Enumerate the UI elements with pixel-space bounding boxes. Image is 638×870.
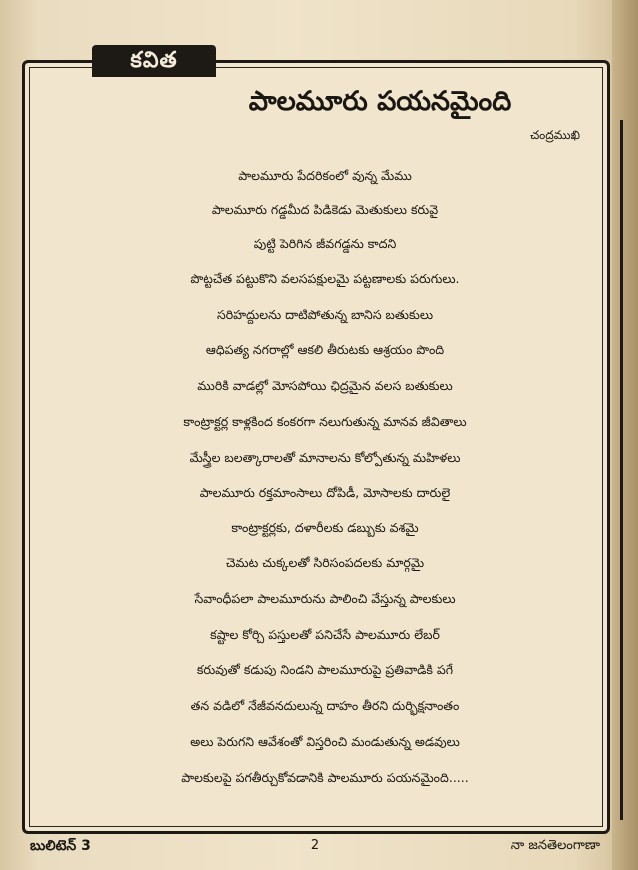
poem-line: కాంట్రాక్టర్లకు, దళారీలకు డబ్బుకు వశమై xyxy=(231,520,419,535)
page-number: 2 xyxy=(310,838,320,853)
poem-line: చెమట చుక్కలతో సిరిసంపదలకు మార్గమై xyxy=(225,555,425,570)
publication-name: నా జనతెలంగాణా xyxy=(510,838,600,853)
poem-line: సేవాంధీపలా పాలమూరును పాలించి వేస్తున్న పాలకులు xyxy=(194,591,456,606)
author-name: చంద్రముఖి xyxy=(530,128,580,142)
poem-line: మురికి వాడల్లో మోసపోయి ఛిద్రమైన వలస బతుకులు xyxy=(197,378,453,393)
poem-line: తన వడిలో నేజీవనదులున్న దాహం తీరని దుర్భిక్షనాంతం xyxy=(190,698,460,713)
poem-line: అలు పెరుగని ఆవేశంతో విస్తరించి మండుతున్న అడవులు xyxy=(190,734,460,749)
poem-line: సరిహద్దులను దాటిపోతున్న బానిస బతుకులు xyxy=(216,307,434,322)
page-fold xyxy=(612,0,638,870)
poem-line: పుట్టి పెరిగిన జీవగడ్డను కాదని xyxy=(253,236,397,251)
poem-line: ఆధిపత్య నగరాల్లో ఆకలి తీరుటకు ఆశ్రయం పొంది xyxy=(205,342,445,357)
poem-line: పాలమూరు పేదరికంలో వున్న మేము xyxy=(238,168,412,183)
bulletin-label: బులిటెన్ 3 xyxy=(30,838,91,854)
poem-title: పాలమూరు పయనమైంది xyxy=(248,86,512,117)
poem-line: మేస్త్రీల బలత్కారాలతో మానాలను కోల్పోతున్న మహిళలు xyxy=(189,450,461,465)
poem-line: పాలమూరు రక్తమాంసాలు దోపిడీ, మోసాలకు దారులై xyxy=(199,485,451,500)
section-tag: కవిత xyxy=(92,45,216,77)
poem-line: పాలకులపై పగతీర్చుకోవడానికి పాలమూరు పయనమైంది..... xyxy=(181,770,469,785)
poem-line: కరువుతో కడుపు నిండని పాలమూరుపై ప్రతివాడికి పగే xyxy=(196,662,454,677)
poem-line: పాలమూరు గడ్డమీద పిడికెడు మెతుకులు కరువై xyxy=(211,202,439,217)
fold-border xyxy=(620,120,623,820)
poem-line: కాంట్రాక్టర్ల కాళ్లకింద కంకరగా నలుగుతున్న మానవ జీవితాలు xyxy=(183,414,467,429)
poem-line: కష్టాల కోర్చి పస్తులతో పనిచేసే పాలమూరు లేబర్ xyxy=(210,627,440,642)
poem-line: పొట్టచేత పట్టుకొని వలసపక్షులమై పట్టణాలకు పరుగులు. xyxy=(190,271,460,286)
